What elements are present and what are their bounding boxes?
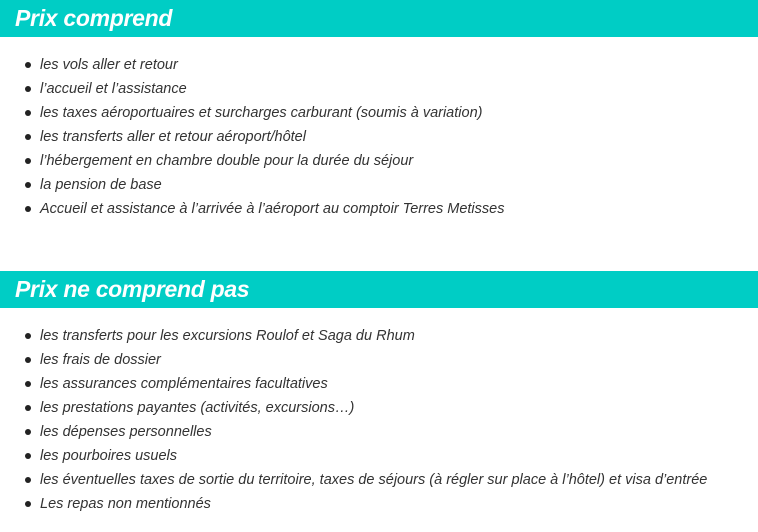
list-item-text: l’accueil et l’assistance xyxy=(40,81,187,97)
list-item xyxy=(0,324,707,348)
list-item-text: les assurances complémentaires facultatives xyxy=(40,376,328,392)
list-item xyxy=(0,125,504,149)
list-item xyxy=(0,53,504,77)
list-item-text: les frais de dossier xyxy=(40,352,161,368)
list-item-text: les transferts pour les excursions Roulof et Saga du Rhum xyxy=(40,328,415,344)
list-item-text: les éventuelles taxes de sortie du territoire, taxes de séjours (à régler sur place à l’hôtel) et visa d’entrée xyxy=(40,472,708,488)
bullet-icon xyxy=(25,381,31,387)
list-item-text: la pension de base xyxy=(40,177,162,193)
bullet-icon xyxy=(25,453,31,459)
excluded-section-title: Prix ne comprend pas xyxy=(0,271,758,308)
list-item-text: les prestations payantes (activités, excursions…) xyxy=(40,400,355,416)
excluded-list xyxy=(0,324,707,516)
bullet-icon xyxy=(25,477,31,483)
bullet-icon xyxy=(25,158,31,164)
bullet-icon xyxy=(25,206,31,212)
bullet-icon xyxy=(25,405,31,411)
list-item-text: les transferts aller et retour aéroport/hôtel xyxy=(40,129,306,145)
bullet-icon xyxy=(25,62,31,68)
list-item xyxy=(0,444,707,468)
list-item-text: Les repas non mentionnés xyxy=(40,496,211,512)
bullet-icon xyxy=(25,357,31,363)
bullet-icon xyxy=(25,333,31,339)
included-section-title: Prix comprend xyxy=(0,0,758,37)
bullet-icon xyxy=(25,429,31,435)
list-item-text: les vols aller et retour xyxy=(40,57,178,73)
list-item-text: les dépenses personnelles xyxy=(40,424,212,440)
bullet-icon xyxy=(25,134,31,140)
list-item-text: les pourboires usuels xyxy=(40,448,178,464)
list-item xyxy=(0,101,504,125)
included-list xyxy=(0,53,504,221)
bullet-icon xyxy=(25,182,31,188)
list-item xyxy=(0,420,707,444)
list-item xyxy=(0,348,707,372)
list-item xyxy=(0,396,707,420)
bullet-icon xyxy=(25,86,31,92)
list-item-text: les taxes aéroportuaires et surcharges carburant (soumis à variation) xyxy=(40,105,483,121)
bullet-icon xyxy=(25,501,31,507)
list-item xyxy=(0,197,504,221)
list-item xyxy=(0,372,707,396)
list-item xyxy=(0,492,707,516)
list-item xyxy=(0,149,504,173)
bullet-icon xyxy=(25,110,31,116)
list-item xyxy=(0,173,504,197)
list-item-text: l’hébergement en chambre double pour la durée du séjour xyxy=(40,153,414,169)
list-item-text: Accueil et assistance à l’arrivée à l’aéroport au comptoir Terres Metisses xyxy=(40,201,505,217)
list-item xyxy=(0,77,504,101)
list-item xyxy=(0,468,707,492)
